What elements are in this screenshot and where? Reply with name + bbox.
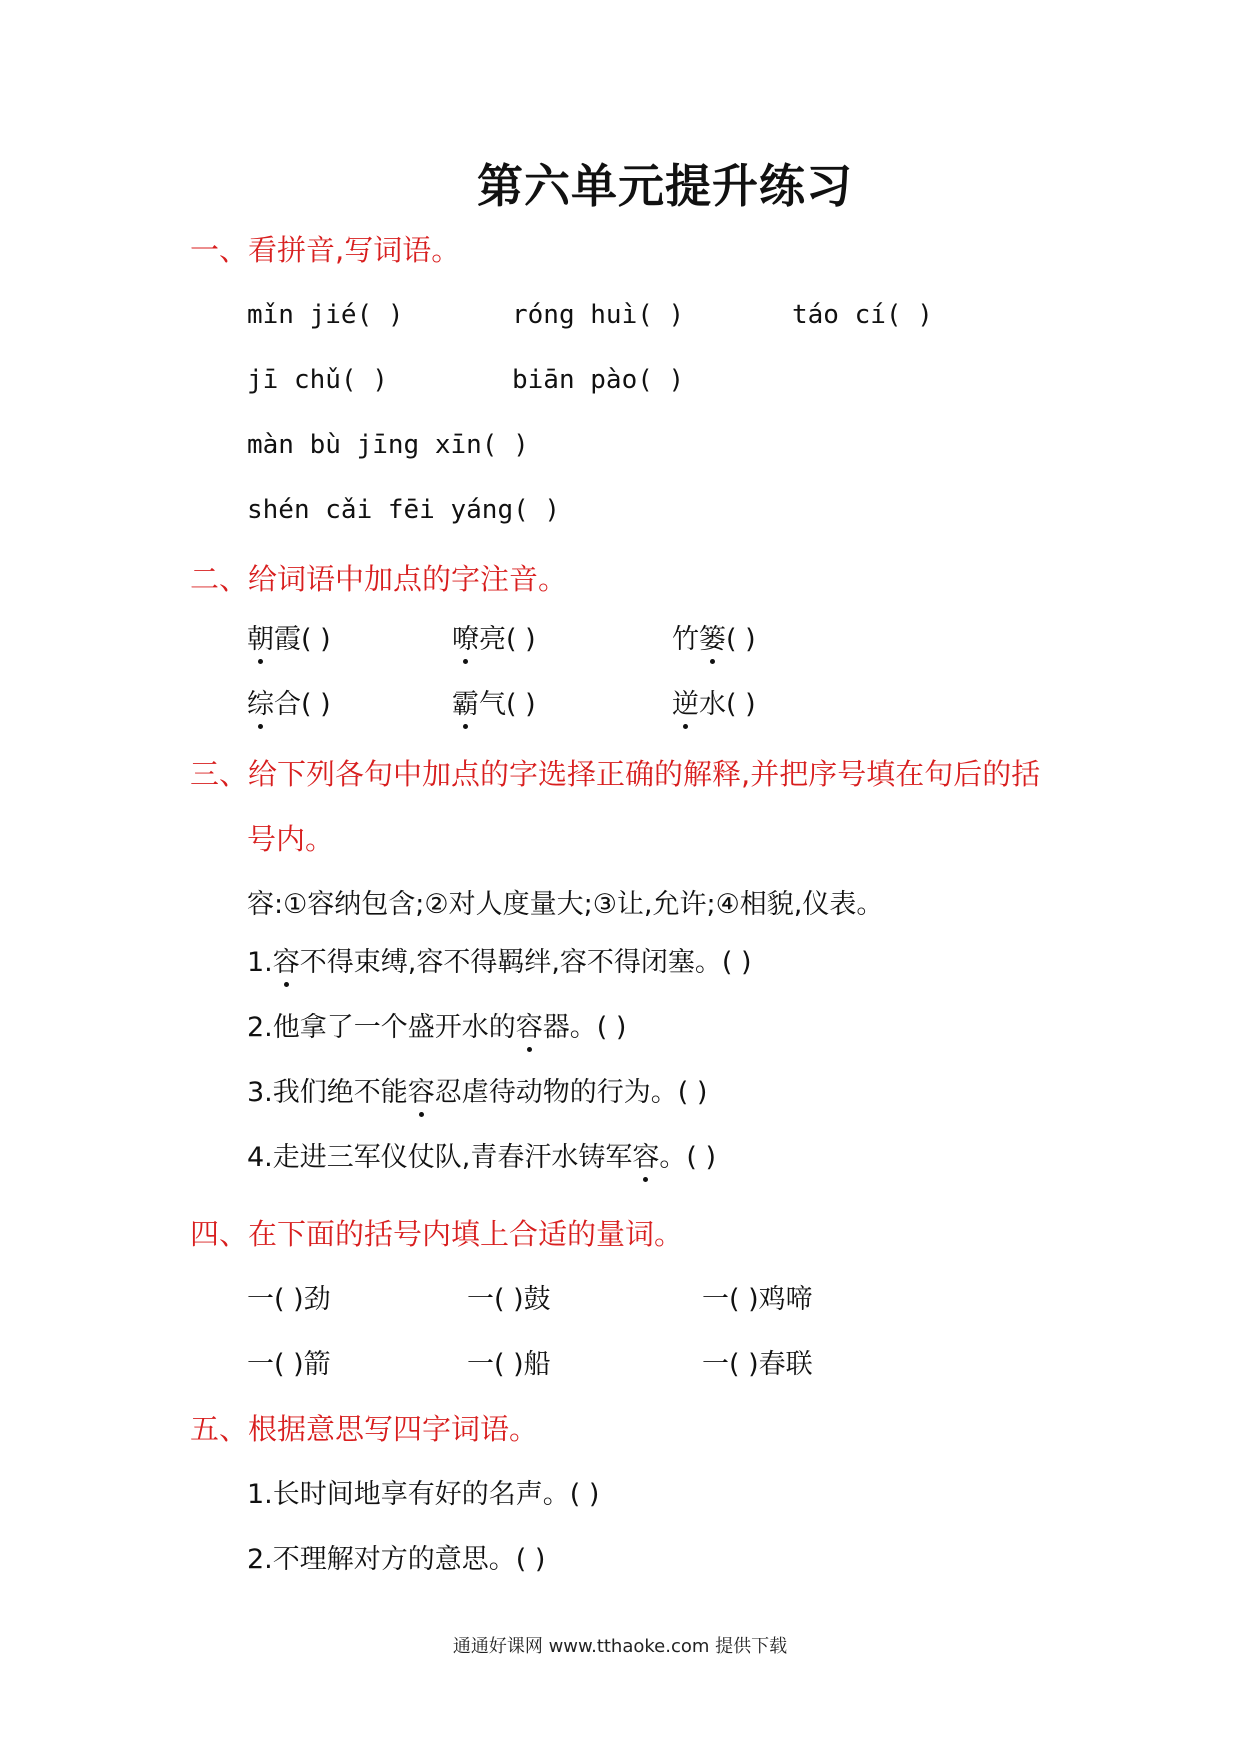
dotted-word-item: 综合( ) — [247, 689, 331, 720]
idiom-item: 1.长时间地享有好的名声。( ) — [247, 1479, 600, 1510]
footer-source: 通通好课网 www.tthaoke.com 提供下载 — [452, 1636, 788, 1657]
dotted-char: 容 — [515, 1012, 543, 1043]
measure-word-item: 一( )春联 — [702, 1349, 813, 1380]
dotted-char: 容 — [272, 947, 300, 978]
dotted-word-item: 朝霞( ) — [247, 624, 331, 655]
dotted-word-item: 霸气( ) — [452, 689, 536, 720]
dotted-word-item: 竹篓( ) — [672, 624, 756, 655]
section-5-heading: 五、根据意思写四字词语。 — [190, 1412, 539, 1446]
dotted-char: 逆 — [672, 689, 699, 720]
dotted-char: 霸 — [452, 689, 479, 720]
dotted-char: 朝 — [247, 624, 274, 655]
measure-word-item: 一( )鼓 — [467, 1284, 551, 1315]
dotted-char: 嘹 — [452, 624, 479, 655]
sentence-item: 1.容不得束缚,容不得羁绊,容不得闭塞。( ) — [247, 947, 752, 978]
measure-word-item: 一( )鸡啼 — [702, 1284, 813, 1315]
pinyin-item: róng huì( ) — [512, 300, 685, 330]
dotted-word-item: 逆水( ) — [672, 689, 756, 720]
dotted-word-item: 嘹亮( ) — [452, 624, 536, 655]
measure-word-item: 一( )劲 — [247, 1284, 331, 1315]
page-title: 第六单元提升练习 — [477, 159, 853, 213]
section-3-heading-cont: 号内。 — [247, 822, 335, 856]
section-3-heading: 三、给下列各句中加点的字选择正确的解释,并把序号填在句后的括 — [190, 757, 1041, 791]
dotted-char: 篓 — [699, 624, 726, 655]
pinyin-item: shén cǎi fēi yáng( ) — [247, 495, 561, 525]
sentence-item: 3.我们绝不能容忍虐待动物的行为。( ) — [247, 1077, 708, 1108]
dotted-char: 容 — [407, 1077, 435, 1108]
measure-word-item: 一( )箭 — [247, 1349, 331, 1380]
dotted-char: 容 — [632, 1142, 660, 1173]
idiom-item: 2.不理解对方的意思。( ) — [247, 1544, 546, 1575]
pinyin-item: biān pào( ) — [512, 365, 685, 395]
sentence-item: 2.他拿了一个盛开水的容器。( ) — [247, 1012, 627, 1043]
pinyin-item: táo cí( ) — [792, 300, 933, 330]
measure-word-item: 一( )船 — [467, 1349, 551, 1380]
pinyin-item: màn bù jīng xīn( ) — [247, 430, 529, 460]
pinyin-item: jī chǔ( ) — [247, 365, 388, 395]
definition-line: 容:①容纳包含;②对人度量大;③让,允许;④相貌,仪表。 — [247, 889, 884, 920]
section-4-heading: 四、在下面的括号内填上合适的量词。 — [190, 1217, 684, 1251]
dotted-char: 综 — [247, 689, 274, 720]
section-2-heading: 二、给词语中加点的字注音。 — [190, 562, 568, 596]
sentence-item: 4.走进三军仪仗队,青春汗水铸军容。( ) — [247, 1142, 716, 1173]
pinyin-item: mǐn jié( ) — [247, 300, 404, 330]
section-1-heading: 一、看拼音,写词语。 — [190, 233, 461, 267]
